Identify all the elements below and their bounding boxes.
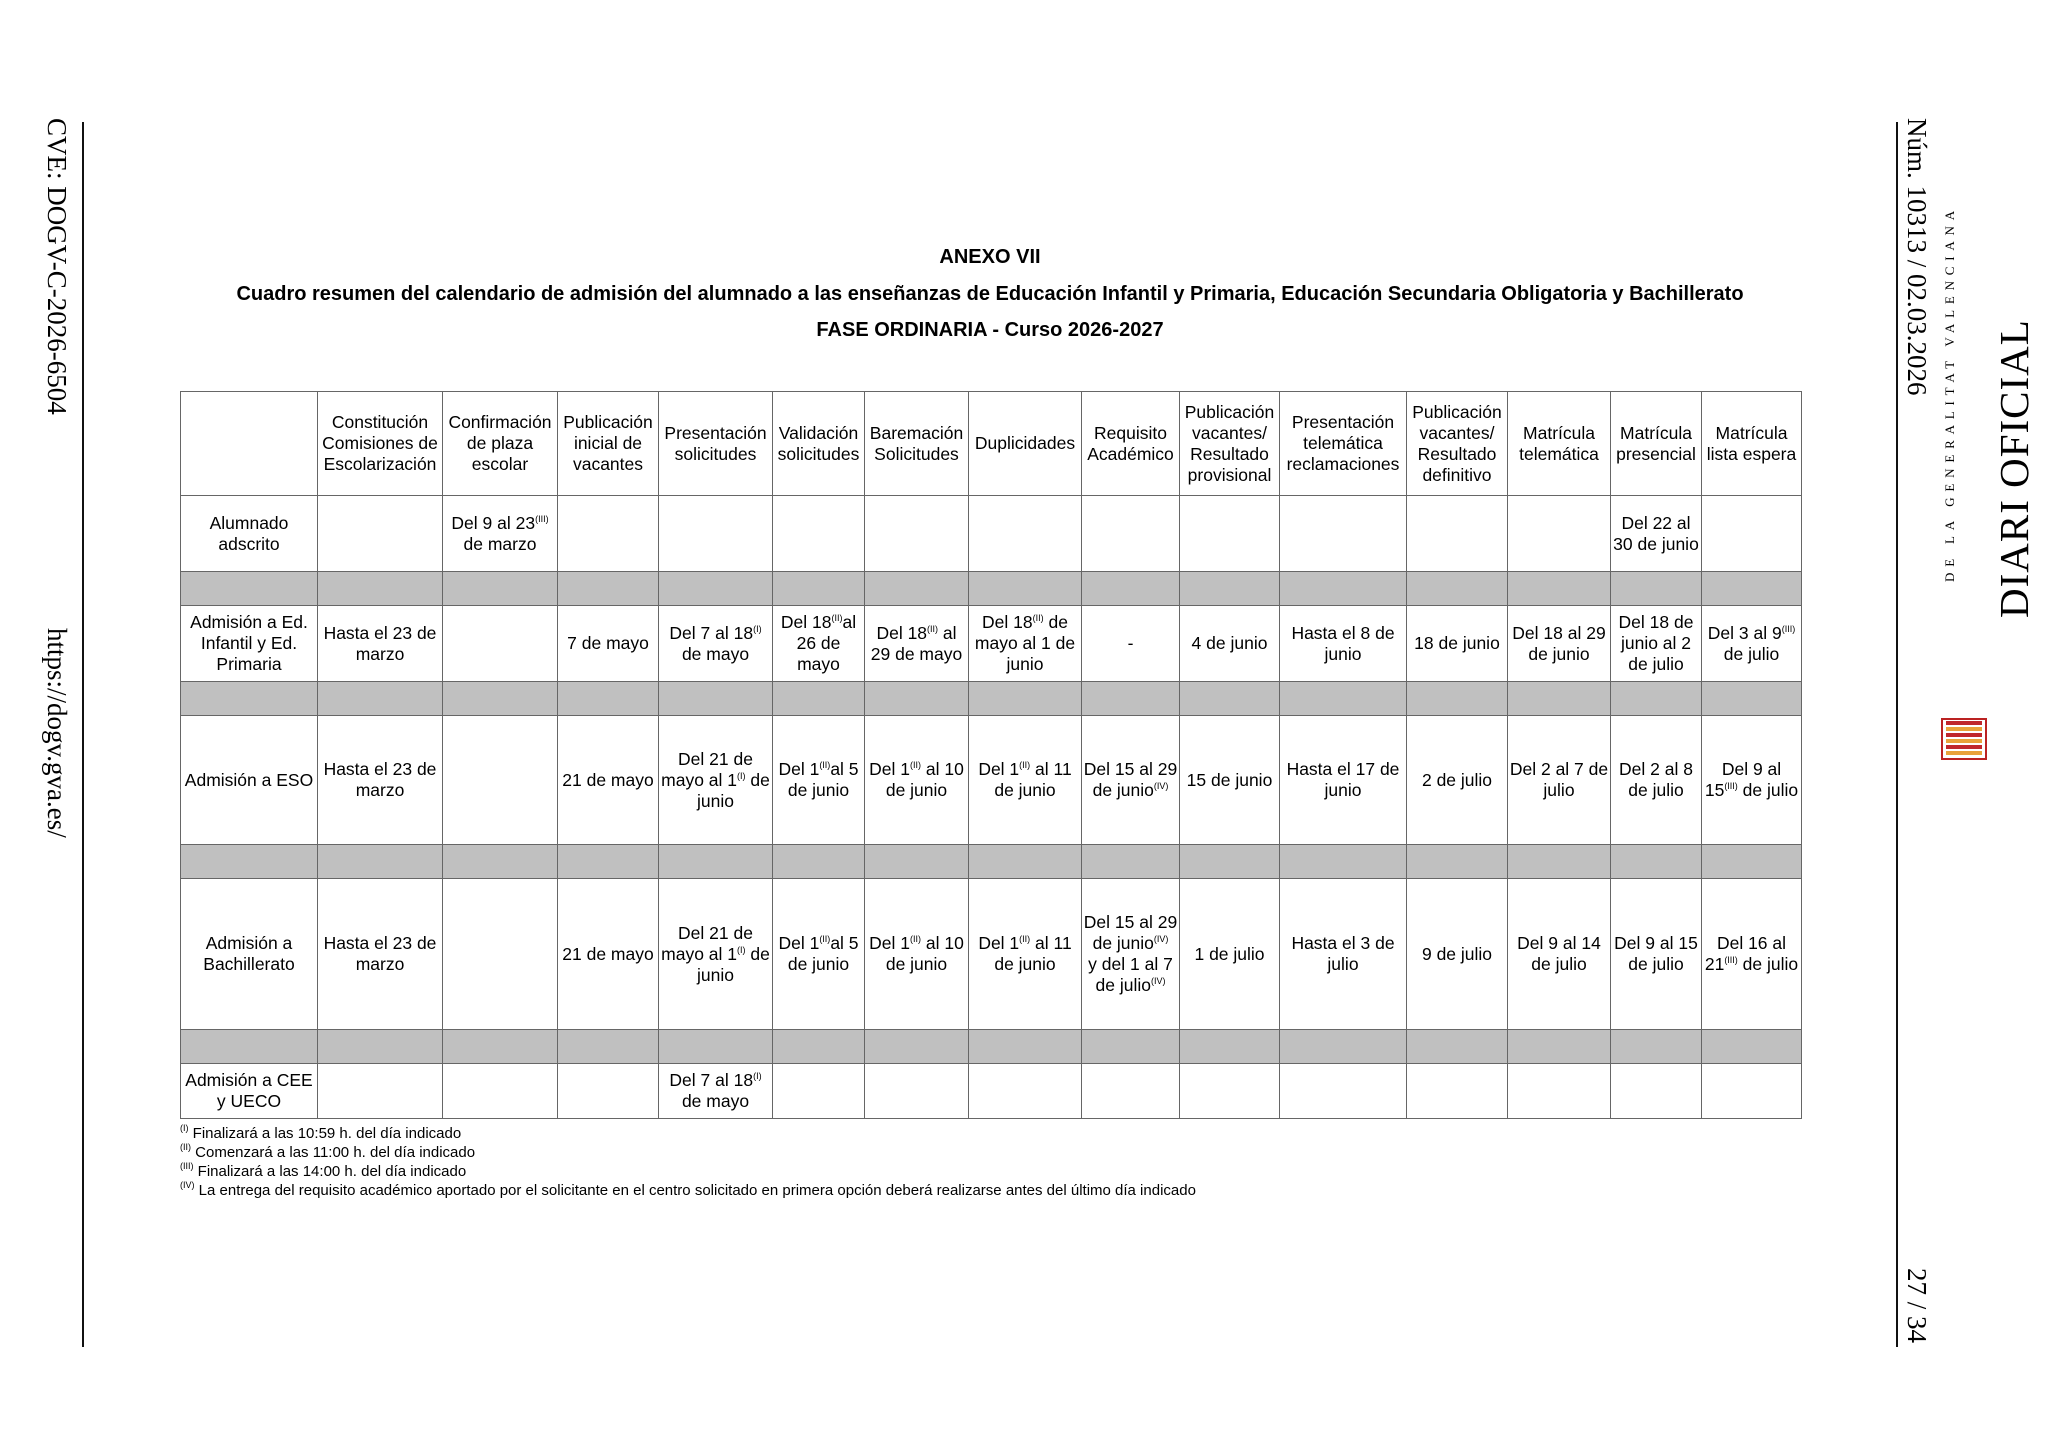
table-cell (865, 1064, 969, 1119)
separator-cell (443, 682, 558, 716)
separator-cell (443, 845, 558, 879)
separator-row (181, 572, 1802, 606)
separator-cell (443, 1030, 558, 1064)
table-cell (1082, 496, 1180, 572)
header-matricula-lista-espera: Matrícula lista espera (1702, 392, 1802, 496)
separator-cell (443, 572, 558, 606)
separator-cell (969, 682, 1082, 716)
separator-cell (969, 1030, 1082, 1064)
table-cell (1702, 496, 1802, 572)
separator-cell (1702, 845, 1802, 879)
header-validacion-solicitudes: Validación solicitudes (773, 392, 865, 496)
table-cell (1611, 1064, 1702, 1119)
separator-cell (773, 682, 865, 716)
header-constitucion-comisiones-de-escolarizacion: Constitución Comisiones de Escolarización (318, 392, 443, 496)
table-cell: Del 18 al 29 de junio (1508, 606, 1611, 682)
separator-cell (1180, 682, 1280, 716)
header-matricula-presencial: Matrícula presencial (1611, 392, 1702, 496)
separator-cell (1180, 1030, 1280, 1064)
footnote-mark: (III) (180, 1161, 194, 1171)
separator-cell (1180, 845, 1280, 879)
table-cell: 21 de mayo (558, 716, 659, 845)
table-cell (865, 496, 969, 572)
separator-cell (659, 682, 773, 716)
row-label: Alumnado adscrito (181, 496, 318, 572)
table-cell: Del 7 al $18^{(I)}$ de mayo (659, 1064, 773, 1119)
table-cell (1702, 1064, 1802, 1119)
footnote-text: La entrega del requisito académico aportado por el solicitante en el centro solicitado en primera opción deberá realizarse antes del último día indicado (198, 1182, 1196, 1199)
separator-cell (1082, 845, 1180, 879)
table-cell: Del $1^{(II)}$ al 11 de junio (969, 879, 1082, 1030)
table-cell (443, 1064, 558, 1119)
table-cell (1180, 1064, 1280, 1119)
separator-cell (1702, 1030, 1802, 1064)
table-cell: 2 de julio (1407, 716, 1508, 845)
footnote-text: Finalizará a las 14:00 h. del día indicado (197, 1163, 467, 1180)
header-corner (181, 392, 318, 496)
document-subtitle: Cuadro resumen del calendario de admisión del alumnado a las enseñanzas de Educación Infantil y Primaria, Educación Secundaria Obligatoria y Bachillerato (236, 283, 1744, 305)
page-number: 27 / 34 (1902, 1268, 1932, 1344)
table-cell: 9 de julio (1407, 879, 1508, 1030)
generalitat-emblem-icon (1914, 712, 2014, 766)
table-cell: Del 15 al 29 de junio$^{(IV)}$ y del 1 al 7 de julio$^{(IV)}$ (1082, 879, 1180, 1030)
table-cell (558, 1064, 659, 1119)
separator-cell (318, 682, 443, 716)
table-cell: Del 16 al $21^{(III)}$ de julio (1702, 879, 1802, 1030)
separator-cell (1280, 845, 1407, 879)
header-presentacion-telematica-reclamaciones: Presentación telemática reclamaciones (1280, 392, 1407, 496)
source-url[interactable]: https://dogv.gva.es/ (42, 628, 72, 838)
separator-cell (659, 845, 773, 879)
table-cell: Del 22 al 30 de junio (1611, 496, 1702, 572)
separator-cell (181, 845, 318, 879)
table-cell (1180, 496, 1280, 572)
table-cell: Hasta el 23 de marzo (318, 879, 443, 1030)
table-row (181, 606, 1802, 682)
table-cell (1280, 1064, 1407, 1119)
row-label: Admisión a ESO (181, 716, 318, 845)
masthead-subtitle: DE LA GENERALITAT VALENCIANA (1942, 205, 1957, 582)
separator-cell (1180, 572, 1280, 606)
footnote-mark: (IV) (180, 1180, 195, 1190)
table-cell: - (1082, 606, 1180, 682)
table-cell: Del 21 de mayo al $1^{(I)}$ de junio (659, 716, 773, 845)
table-cell (1082, 1064, 1180, 1119)
footnote-item (180, 1143, 1196, 1162)
table-cell (1407, 1064, 1508, 1119)
phase-title: FASE ORDINARIA - Curso 2026-2027 (816, 319, 1164, 341)
separator-cell (659, 1030, 773, 1064)
footnote-mark: (I) (180, 1123, 189, 1133)
table-cell: Del $1^{(II)}$ al 11 de junio (969, 716, 1082, 845)
table-cell: Del $1^{(II)}al$ 5 de junio (773, 879, 865, 1030)
separator-cell (318, 572, 443, 606)
separator-cell (181, 572, 318, 606)
table-cell: Del $18^{(II)}$ al 29 de mayo (865, 606, 969, 682)
table-cell: 21 de mayo (558, 879, 659, 1030)
header-requisito-academico: Requisito Académico (1082, 392, 1180, 496)
table-cell (318, 496, 443, 572)
table-cell (1280, 496, 1407, 572)
separator-cell (1082, 682, 1180, 716)
cve-code: CVE: DOGV-C-2026-6504 (42, 118, 72, 415)
table-cell (443, 716, 558, 845)
separator-cell (865, 572, 969, 606)
separator-cell (659, 572, 773, 606)
table-cell: Del 18 de junio al 2 de julio (1611, 606, 1702, 682)
separator-cell (773, 572, 865, 606)
table-cell: Hasta el 8 de junio (1280, 606, 1407, 682)
separator-cell (773, 845, 865, 879)
separator-cell (1611, 682, 1702, 716)
table-cell (1508, 1064, 1611, 1119)
table-cell: Del $1^{(II)}al$ 5 de junio (773, 716, 865, 845)
table-cell: Del 9 al $15^{(III)}$ de julio (1702, 716, 1802, 845)
table-cell (773, 1064, 865, 1119)
table-cell: Del $1^{(II)}$ al 10 de junio (865, 716, 969, 845)
separator-cell (1407, 682, 1508, 716)
row-label: Admisión a Ed. Infantil y Ed. Primaria (181, 606, 318, 682)
table-cell (443, 606, 558, 682)
table-row (181, 879, 1802, 1030)
table-row (181, 496, 1802, 572)
admission-calendar-table (180, 391, 1802, 1119)
table-cell: 4 de junio (1180, 606, 1280, 682)
table-cell: Del 9 al 14 de julio (1508, 879, 1611, 1030)
table-cell (659, 496, 773, 572)
header-matricula-telematica: Matrícula telemática (1508, 392, 1611, 496)
header-baremacion-solicitudes: Baremación Solicitudes (865, 392, 969, 496)
separator-cell (1082, 1030, 1180, 1064)
table-cell (969, 1064, 1082, 1119)
table-cell: Del 21 de mayo al $1^{(I)}$ de junio (659, 879, 773, 1030)
table-cell: Del 9 al 15 de julio (1611, 879, 1702, 1030)
table-cell: Hasta el 23 de marzo (318, 716, 443, 845)
separator-cell (558, 572, 659, 606)
separator-cell (1508, 682, 1611, 716)
separator-cell (1611, 1030, 1702, 1064)
separator-cell (1508, 572, 1611, 606)
row-label: Admisión a CEE y UECO (181, 1064, 318, 1119)
separator-cell (773, 1030, 865, 1064)
separator-cell (1611, 845, 1702, 879)
table-cell (1508, 496, 1611, 572)
table-cell (773, 496, 865, 572)
separator-cell (1407, 572, 1508, 606)
separator-cell (1407, 1030, 1508, 1064)
header-publicacion-inicial-de-vacantes: Publicación inicial de vacantes (558, 392, 659, 496)
separator-cell (865, 845, 969, 879)
separator-cell (1702, 682, 1802, 716)
table-cell: 7 de mayo (558, 606, 659, 682)
separator-cell (1407, 845, 1508, 879)
table-cell: Del 3 al $9^{(III)}$ de julio (1702, 606, 1802, 682)
masthead-title: DIARI OFICIAL (1991, 319, 2037, 618)
separator-cell (865, 682, 969, 716)
table-cell: Del $18^{(II)}al$ 26 de mayo (773, 606, 865, 682)
table-cell: Del 9 al $23^{(III)}$ de marzo (443, 496, 558, 572)
separator-cell (865, 1030, 969, 1064)
table-cell: Del $18^{(II)}$ de mayo al 1 de junio (969, 606, 1082, 682)
footnote-item (180, 1181, 1196, 1200)
separator-cell (181, 1030, 318, 1064)
separator-cell (969, 572, 1082, 606)
footnote-item (180, 1162, 1196, 1181)
separator-cell (1508, 1030, 1611, 1064)
separator-cell (969, 845, 1082, 879)
separator-cell (1280, 572, 1407, 606)
header-publicacion-vacantes-resultado-provisional: Publicación vacantes/ Resultado provisional (1180, 392, 1280, 496)
table-row (181, 1064, 1802, 1119)
separator-cell (558, 682, 659, 716)
table-cell (558, 496, 659, 572)
separator-cell (1082, 572, 1180, 606)
table-cell: Hasta el 3 de julio (1280, 879, 1407, 1030)
separator-cell (558, 845, 659, 879)
footnote-item (180, 1124, 1196, 1143)
header-confirmacion-de-plaza-escolar: Confirmación de plaza escolar (443, 392, 558, 496)
table-cell: Del 2 al 8 de julio (1611, 716, 1702, 845)
table-cell: Hasta el 17 de junio (1280, 716, 1407, 845)
separator-cell (1611, 572, 1702, 606)
header-row (181, 392, 1802, 496)
right-margin-rule (1896, 122, 1898, 1347)
separator-cell (181, 682, 318, 716)
table-cell (969, 496, 1082, 572)
left-margin-rule (82, 122, 84, 1347)
table-cell (443, 879, 558, 1030)
header-presentacion-solicitudes: Presentación solicitudes (659, 392, 773, 496)
table-cell: 18 de junio (1407, 606, 1508, 682)
table-cell: Del 2 al 7 de julio (1508, 716, 1611, 845)
header-publicacion-vacantes-resultado-definitivo: Publicación vacantes/ Resultado definitivo (1407, 392, 1508, 496)
separator-cell (1702, 572, 1802, 606)
footnote-text: Comenzará a las 11:00 h. del día indicado (195, 1144, 476, 1161)
separator-cell (1280, 682, 1407, 716)
separator-cell (318, 1030, 443, 1064)
separator-cell (558, 1030, 659, 1064)
calendar-body (181, 392, 1802, 1119)
row-label: Admisión a Bachillerato (181, 879, 318, 1030)
footnotes (180, 1124, 1196, 1200)
table-cell: Del 15 al 29 de junio$^{(IV)}$ (1082, 716, 1180, 845)
table-row (181, 716, 1802, 845)
annex-title: ANEXO VII (939, 246, 1041, 268)
issue-number-date: Núm. 10313 / 02.03.2026 (1902, 118, 1932, 396)
header-duplicidades: Duplicidades (969, 392, 1082, 496)
table-cell: Del 7 al $18^{(I)}$ de mayo (659, 606, 773, 682)
separator-row (181, 1030, 1802, 1064)
separator-cell (318, 845, 443, 879)
footnote-text: Finalizará a las 10:59 h. del día indicado (192, 1125, 462, 1142)
table-cell: Hasta el 23 de marzo (318, 606, 443, 682)
separator-cell (1280, 1030, 1407, 1064)
table-cell (1407, 496, 1508, 572)
footnote-mark: (II) (180, 1142, 191, 1152)
table-cell (318, 1064, 443, 1119)
table-cell: 1 de julio (1180, 879, 1280, 1030)
table-cell: Del $1^{(II)}$ al 10 de junio (865, 879, 969, 1030)
separator-row (181, 845, 1802, 879)
table-cell: 15 de junio (1180, 716, 1280, 845)
separator-cell (1508, 845, 1611, 879)
separator-row (181, 682, 1802, 716)
